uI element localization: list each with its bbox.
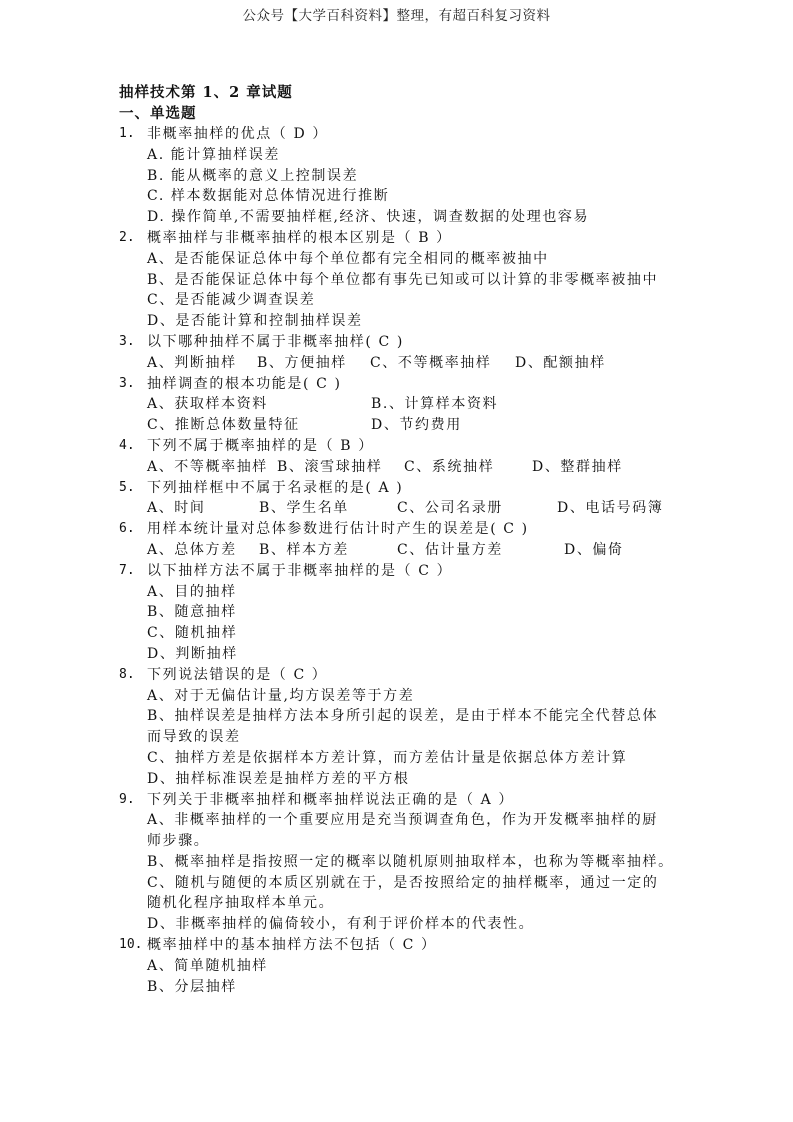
question-text: 非概率抽样的优点（ D ） (147, 126, 328, 142)
option: C、随机抽样 (147, 625, 238, 642)
option: B、方便抽样 (257, 354, 347, 371)
question-text: 下列关于非概率抽样和概率抽样说法正确的是（ A ） (147, 791, 515, 808)
option: C、抽样方差是依据样本方差计算，而方差估计量是依据总体方差计算 (147, 749, 628, 766)
question-3b (119, 374, 699, 395)
option: B、随意抽样 (147, 604, 237, 621)
question-text: 下列不属于概率抽样的是（ B ） (147, 437, 374, 454)
question-text: 以下抽样方法不属于非概率抽样的是（ C ） (147, 562, 453, 579)
option: A. 能计算抽样误差 (147, 146, 281, 163)
option: A、是否能保证总体中每个单位都有完全相同的概率被抽中 (147, 250, 549, 267)
option: C、推断总体数量特征 (147, 417, 300, 434)
option: D、是否能计算和控制抽样误差 (147, 313, 363, 330)
question-text: 概率抽样与非概率抽样的根本区别是（ B ） (147, 229, 452, 246)
option: C. 样本数据能对总体情况进行推断 (147, 188, 390, 205)
option: B、概率抽样是指按照一定的概率以随机原则抽取样本，也称为等概率抽样。 (147, 853, 674, 870)
document-body (119, 82, 699, 997)
question-number: 1. (119, 126, 135, 141)
option: D、偏倚 (564, 541, 624, 558)
question-text: 下列抽样框中不属于名录框的是( A ) (147, 479, 404, 496)
option-continuation: 师步骤。 (147, 833, 210, 850)
option: A、总体方差 (147, 541, 237, 558)
question-5 (119, 478, 699, 499)
question-number: 3. (119, 333, 135, 349)
question-number: 5. (119, 479, 135, 495)
option: C、随机与随便的本质区别就在于，是否按照给定的抽样概率，通过一定的 (147, 874, 659, 891)
option: B、是否能保证总体中每个单位都有事先已知或可以计算的非零概率被抽中 (147, 271, 659, 288)
option: A、判断抽样 (147, 354, 237, 371)
option-row (119, 394, 699, 415)
question-number: 8. (119, 666, 135, 682)
question-text: 下列说法错误的是（ C ） (147, 666, 328, 683)
option: D、配额抽样 (515, 354, 606, 371)
question-number: 2. (119, 229, 135, 245)
option: B、抽样误差是抽样方法本身所引起的误差，是由于样本不能完全代替总体 (147, 708, 659, 725)
option-continuation: 而导致的误差 (147, 729, 241, 746)
page-header-watermark: 公众号【大学百科资料】整理，有超百科复习资料 (242, 8, 551, 24)
question-3a (119, 332, 699, 353)
option-row (119, 353, 699, 374)
option: A、简单随机抽样 (147, 957, 268, 974)
option: A、对于无偏估计量,均方误差等于方差 (147, 687, 415, 704)
question-2 (119, 228, 699, 249)
question-10 (119, 935, 699, 956)
option: B.、计算样本资料 (371, 396, 499, 413)
option: B、分层抽样 (147, 978, 237, 995)
option: B、滚雪球抽样 (277, 458, 383, 475)
option: D、节约费用 (371, 417, 462, 434)
option: A、获取样本资料 (147, 396, 268, 413)
option: C、系统抽样 (404, 458, 495, 475)
question-text: 概率抽样中的基本抽样方法不包括（ C ） (147, 937, 437, 954)
option: B、样本方差 (259, 541, 349, 558)
option: D、整群抽样 (532, 458, 623, 475)
option-row (119, 457, 699, 478)
option: A、不等概率抽样 (147, 458, 268, 475)
question-7 (119, 561, 699, 582)
option-row (119, 415, 699, 436)
option: B. 能从概率的意义上控制误差 (147, 167, 359, 184)
option: C、是否能减少调查误差 (147, 292, 316, 309)
option: C、不等概率抽样 (370, 354, 492, 371)
question-text: 以下哪种抽样不属于非概率抽样( C ) (147, 333, 404, 350)
question-number: 6. (119, 521, 135, 537)
option-row (119, 540, 699, 561)
option: D、判断抽样 (147, 645, 238, 662)
option: B、学生名单 (259, 500, 349, 517)
option: A、目的抽样 (147, 583, 237, 600)
question-text: 用样本统计量对总体参数进行估计时产生的误差是( C ) (147, 521, 529, 538)
question-4 (119, 436, 699, 457)
option: A、非概率抽样的一个重要应用是充当预调查角色，作为开发概率抽样的厨 (147, 812, 658, 829)
option: C、公司名录册 (397, 500, 503, 517)
question-number: 3. (119, 375, 135, 391)
option: D、非概率抽样的偏倚较小，有利于评价样本的代表性。 (147, 916, 535, 933)
question-number: 10. (119, 937, 143, 953)
option: D、电话号码簿 (557, 500, 664, 517)
question-1 (119, 124, 699, 145)
question-6 (119, 519, 699, 540)
question-number: 4. (119, 437, 135, 453)
option: C、估计量方差 (397, 541, 503, 558)
option: A、时间 (147, 500, 206, 517)
question-number: 9. (119, 791, 135, 807)
question-8 (119, 665, 699, 686)
option: D. 操作简单,不需要抽样框,经济、快速，调查数据的处理也容易 (147, 209, 590, 226)
option-continuation: 随机化程序抽取样本单元。 (147, 895, 335, 912)
option: D、抽样标准误差是抽样方差的平方根 (147, 770, 410, 787)
document-title: 抽样技术第 1、2 章试题 (119, 84, 293, 101)
question-number: 7. (119, 562, 135, 578)
question-9 (119, 790, 699, 811)
option-row (119, 498, 699, 519)
question-text: 抽样调查的根本功能是( C ) (147, 375, 342, 392)
section-title: 一、单选题 (119, 105, 197, 122)
